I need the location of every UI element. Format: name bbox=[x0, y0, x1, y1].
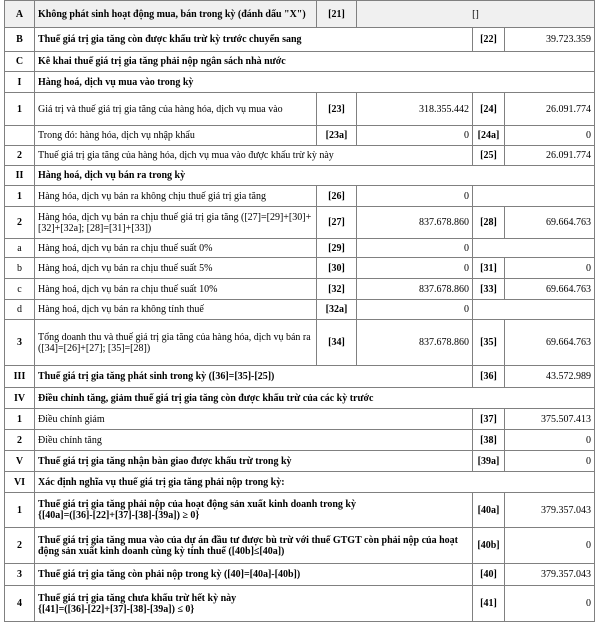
row-description: Hàng hoá, dịch vụ bán ra chịu thuế suất 5% bbox=[35, 258, 317, 279]
row-description: Giá trị và thuế giá trị gia tăng của hàng hóa, dịch vụ mua vào bbox=[35, 93, 317, 126]
row-code: [29] bbox=[317, 239, 357, 258]
row-value: 0 bbox=[505, 586, 595, 622]
row-value: 0 bbox=[505, 126, 595, 146]
row-a bbox=[5, 1, 595, 28]
description-line: Tổng doanh thu và thuế giá trị gia tăng của hàng hóa, dịch vụ bán ra bbox=[38, 331, 311, 343]
row-value: 375.507.413 bbox=[505, 409, 595, 430]
row-ii bbox=[5, 166, 595, 186]
row-value: 0 bbox=[357, 239, 473, 258]
row-stt: B bbox=[5, 28, 35, 52]
row-b bbox=[5, 28, 595, 52]
row-stt: 1 bbox=[5, 186, 35, 207]
row-stt: VI bbox=[5, 472, 35, 493]
row-code: [32] bbox=[317, 279, 357, 300]
row-value: 0 bbox=[357, 126, 473, 146]
row-stt: a bbox=[5, 239, 35, 258]
row-value: 0 bbox=[505, 528, 595, 564]
row-code: [32a] bbox=[317, 300, 357, 320]
row-stt: II bbox=[5, 166, 35, 186]
row-code: [37] bbox=[473, 409, 505, 430]
row-description: Không phát sinh hoạt động mua, bán trong kỳ (đánh dấu "X") bbox=[35, 1, 317, 28]
row-description: Thuế giá trị gia tăng của hàng hóa, dịch vụ mua vào được khấu trừ kỳ này bbox=[35, 146, 473, 166]
row-value: 39.723.359 bbox=[505, 28, 595, 52]
row-stt: A bbox=[5, 1, 35, 28]
row-description: Thuế giá trị gia tăng nhận bàn giao được khấu trừ trong kỳ bbox=[35, 451, 473, 472]
description-formula: ([34]=[26]+[27]; [35]=[28]) bbox=[38, 342, 151, 354]
row-value: 0 bbox=[357, 186, 473, 207]
row-code: [40] bbox=[473, 564, 505, 586]
row-vi bbox=[5, 472, 595, 493]
row-stt: I bbox=[5, 72, 35, 93]
row-value: 837.678.860 bbox=[357, 320, 473, 366]
row-i-1 bbox=[5, 93, 595, 126]
row-stt: 3 bbox=[5, 320, 35, 366]
row-code: [40a] bbox=[473, 493, 505, 528]
row-value: 0 bbox=[505, 430, 595, 451]
row-ii-3 bbox=[5, 320, 595, 366]
row-i bbox=[5, 72, 595, 93]
row-stt: 2 bbox=[5, 430, 35, 451]
description-formula: {[41]=([36]-[22]+[37]-[38]-[39a]) ≤ 0} bbox=[38, 603, 195, 615]
row-description: Hàng hoá, dịch vụ bán ra chịu thuế suất 10% bbox=[35, 279, 317, 300]
row-description: Điều chỉnh giảm bbox=[35, 409, 473, 430]
row-description: Hàng hoá, dịch vụ bán ra chịu thuế suất 0% bbox=[35, 239, 317, 258]
section-heading: Điều chỉnh tăng, giảm thuế giá trị gia tăng còn được khấu trừ của các kỳ trước bbox=[35, 388, 595, 409]
row-code: [24] bbox=[473, 93, 505, 126]
row-stt: V bbox=[5, 451, 35, 472]
row-code: [35] bbox=[473, 320, 505, 366]
row-vi-1 bbox=[5, 493, 595, 528]
row-value: 69.664.763 bbox=[505, 207, 595, 239]
row-vi-4 bbox=[5, 586, 595, 622]
row-stt: 1 bbox=[5, 93, 35, 126]
empty-cell bbox=[473, 186, 595, 207]
row-value: 837.678.860 bbox=[357, 207, 473, 239]
row-value: 379.357.043 bbox=[505, 564, 595, 586]
row-description: Hàng hóa, dịch vụ bán ra chịu thuế giá trị gia tăng ([27]=[29]+[30]+[32]+[32a]; [28]=[31]+[33]) bbox=[35, 207, 317, 239]
row-value: 26.091.774 bbox=[505, 146, 595, 166]
row-value: 379.357.043 bbox=[505, 493, 595, 528]
description-line: Thuế giá trị gia tăng phải nộp của hoạt động sản xuất kinh doanh trong kỳ bbox=[38, 499, 356, 510]
row-description: Thuế giá trị gia tăng còn được khấu trừ kỳ trước chuyển sang bbox=[35, 28, 473, 52]
row-iv bbox=[5, 388, 595, 409]
row-code: [36] bbox=[473, 366, 505, 388]
row-value: 0 bbox=[357, 258, 473, 279]
row-v bbox=[5, 451, 595, 472]
row-code: [23] bbox=[317, 93, 357, 126]
row-stt bbox=[5, 126, 35, 146]
row-vi-3 bbox=[5, 564, 595, 586]
row-code: [41] bbox=[473, 586, 505, 622]
row-stt: 1 bbox=[5, 409, 35, 430]
row-ii-2 bbox=[5, 207, 595, 239]
row-stt: III bbox=[5, 366, 35, 388]
section-heading: Kê khai thuế giá trị gia tăng phải nộp ngân sách nhà nước bbox=[35, 52, 595, 72]
row-value: 69.664.763 bbox=[505, 279, 595, 300]
row-code: [30] bbox=[317, 258, 357, 279]
row-description bbox=[35, 493, 473, 528]
section-heading: Hàng hoá, dịch vụ bán ra trong kỳ bbox=[35, 166, 595, 186]
no-activity-checkbox[interactable]: [] bbox=[357, 1, 595, 28]
row-vi-2 bbox=[5, 528, 595, 564]
row-i-2 bbox=[5, 146, 595, 166]
description-formula: {[40a]=([36]-[22]+[37]-[38]-[39a]) ≥ 0} bbox=[38, 510, 200, 521]
row-c bbox=[5, 52, 595, 72]
row-description bbox=[35, 586, 473, 622]
row-stt: 2 bbox=[5, 146, 35, 166]
row-value: 26.091.774 bbox=[505, 93, 595, 126]
row-value: 0 bbox=[505, 258, 595, 279]
row-iv-2 bbox=[5, 430, 595, 451]
row-stt: b bbox=[5, 258, 35, 279]
row-description: Hàng hoá, dịch vụ bán ra không tính thuế bbox=[35, 300, 317, 320]
row-code: [40b] bbox=[473, 528, 505, 564]
row-ii-c bbox=[5, 279, 595, 300]
section-heading: Xác định nghĩa vụ thuế giá trị gia tăng phải nộp trong kỳ: bbox=[35, 472, 595, 493]
row-value: 0 bbox=[505, 451, 595, 472]
row-code: [25] bbox=[473, 146, 505, 166]
row-stt: C bbox=[5, 52, 35, 72]
row-stt: d bbox=[5, 300, 35, 320]
row-ii-a bbox=[5, 239, 595, 258]
row-value: 318.355.442 bbox=[357, 93, 473, 126]
row-stt: 2 bbox=[5, 528, 35, 564]
row-code: [23a] bbox=[317, 126, 357, 146]
row-code: [28] bbox=[473, 207, 505, 239]
row-code: [34] bbox=[317, 320, 357, 366]
row-description: Thuế giá trị gia tăng còn phải nộp trong kỳ ([40]=[40a]-[40b]) bbox=[35, 564, 473, 586]
row-code: [38] bbox=[473, 430, 505, 451]
empty-cell bbox=[473, 239, 595, 258]
row-code: [22] bbox=[473, 28, 505, 52]
row-stt: 4 bbox=[5, 586, 35, 622]
row-stt: 1 bbox=[5, 493, 35, 528]
empty-cell bbox=[473, 300, 595, 320]
row-code: [27] bbox=[317, 207, 357, 239]
row-ii-1 bbox=[5, 186, 595, 207]
row-stt: IV bbox=[5, 388, 35, 409]
vat-declaration-sheet bbox=[4, 0, 594, 615]
row-code: [31] bbox=[473, 258, 505, 279]
row-value: 69.664.763 bbox=[505, 320, 595, 366]
row-iv-1 bbox=[5, 409, 595, 430]
row-value: 837.678.860 bbox=[357, 279, 473, 300]
row-value: 43.572.989 bbox=[505, 366, 595, 388]
row-value: 0 bbox=[357, 300, 473, 320]
row-description: Thuế giá trị gia tăng phát sinh trong kỳ ([36]=[35]-[25]) bbox=[35, 366, 473, 388]
vat-declaration-table bbox=[4, 0, 595, 622]
row-ii-b bbox=[5, 258, 595, 279]
row-stt: 2 bbox=[5, 207, 35, 239]
row-i-1a bbox=[5, 126, 595, 146]
row-description: Hàng hóa, dịch vụ bán ra không chịu thuế giá trị gia tăng bbox=[35, 186, 317, 207]
row-stt: c bbox=[5, 279, 35, 300]
row-description: Trong đó: hàng hóa, dịch vụ nhập khẩu bbox=[35, 126, 317, 146]
row-code: [39a] bbox=[473, 451, 505, 472]
row-ii-d bbox=[5, 300, 595, 320]
row-stt: 3 bbox=[5, 564, 35, 586]
section-heading: Hàng hoá, dịch vụ mua vào trong kỳ bbox=[35, 72, 595, 93]
row-code: [33] bbox=[473, 279, 505, 300]
row-code: [21] bbox=[317, 1, 357, 28]
row-description: Thuế giá trị gia tăng mua vào của dự án đầu tư được bù trừ với thuế GTGT còn phải nộp của hoạt động sản xuất kinh doanh cùng kỳ tính thuế ([40b]≤[40a]) bbox=[35, 528, 473, 564]
row-description bbox=[35, 320, 317, 366]
description-line: Thuế giá trị gia tăng chưa khấu trừ hết kỳ này bbox=[38, 592, 237, 604]
row-code: [24a] bbox=[473, 126, 505, 146]
row-description: Điều chỉnh tăng bbox=[35, 430, 473, 451]
row-iii bbox=[5, 366, 595, 388]
row-code: [26] bbox=[317, 186, 357, 207]
